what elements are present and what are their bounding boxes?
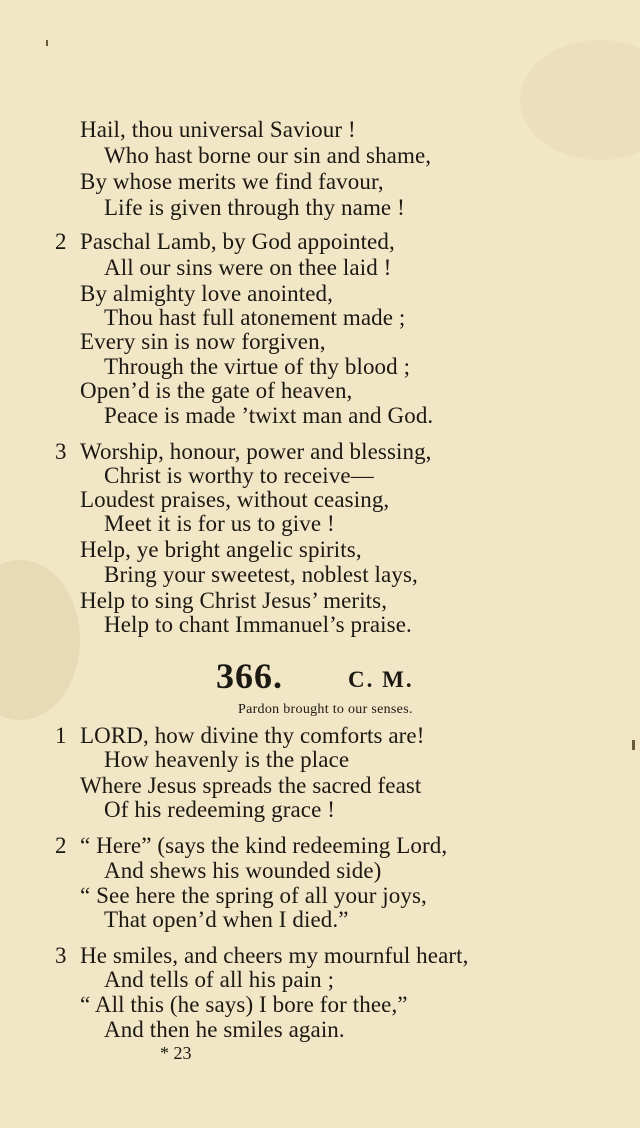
- paper-speck: [632, 740, 635, 750]
- verse-line: Hail, thou universal Saviour !: [80, 117, 356, 142]
- verse-line: And then he smiles again.: [104, 1017, 345, 1042]
- verse-line: By whose merits we find favour,: [80, 169, 384, 194]
- stanza-number: 2: [55, 229, 67, 254]
- paper-stain: [520, 40, 640, 160]
- verse-line: And tells of all his pain ;: [104, 967, 335, 992]
- verse-line: How heavenly is the place: [104, 747, 350, 772]
- verse-line: “ Here” (says the kind redeeming Lord,: [80, 833, 448, 858]
- verse-line: LORD, how divine thy comforts are!: [80, 723, 425, 748]
- verse-line: Through the virtue of thy blood ;: [104, 354, 411, 379]
- verse-line: Help to sing Christ Jesus’ merits,: [80, 588, 388, 613]
- stanza-number: 1: [55, 723, 67, 748]
- verse-line: Christ is worthy to receive—: [104, 463, 374, 488]
- verse-line: “ See here the spring of all your joys,: [80, 883, 427, 908]
- verse-line: Every sin is now forgiven,: [80, 329, 326, 354]
- verse-line: Life is given through thy name !: [104, 195, 405, 220]
- hymn-number: 366.: [216, 656, 283, 696]
- verse-line: By almighty love anointed,: [80, 281, 334, 306]
- verse-line: “ All this (he says) I bore for thee,”: [80, 992, 408, 1017]
- hymn-title: Pardon brought to our senses.: [238, 702, 413, 717]
- paper-stain: [0, 560, 80, 720]
- verse-line: He smiles, and cheers my mournful heart,: [80, 943, 469, 968]
- verse-line: Help to chant Immanuel’s praise.: [104, 612, 412, 637]
- verse-line: That open’d when I died.”: [104, 907, 349, 932]
- verse-line: Paschal Lamb, by God appointed,: [80, 229, 395, 254]
- verse-line: Where Jesus spreads the sacred feast: [80, 773, 422, 798]
- stanza-number: 2: [55, 833, 67, 858]
- verse-line: And shews his wounded side): [104, 858, 382, 883]
- verse-line: Loudest praises, without ceasing,: [80, 487, 390, 512]
- verse-line: Bring your sweetest, noblest lays,: [104, 562, 418, 587]
- verse-line: Open’d is the gate of heaven,: [80, 378, 353, 403]
- verse-line: Of his redeeming grace !: [104, 797, 336, 822]
- verse-line: Meet it is for us to give !: [104, 511, 335, 536]
- verse-line: Help, ye bright angelic spirits,: [80, 537, 362, 562]
- hymn-meter: C. M.: [348, 667, 414, 692]
- signature-mark: * 23: [160, 1043, 192, 1063]
- verse-line: Thou hast full atonement made ;: [104, 305, 406, 330]
- verse-line: Worship, honour, power and blessing,: [80, 439, 432, 464]
- verse-line: All our sins were on thee laid !: [104, 255, 392, 280]
- paper-speck: [46, 40, 48, 46]
- verse-line: Who hast borne our sin and shame,: [104, 143, 432, 168]
- stanza-number: 3: [55, 943, 67, 968]
- stanza-number: 3: [55, 439, 67, 464]
- verse-line: Peace is made ’twixt man and God.: [104, 403, 434, 428]
